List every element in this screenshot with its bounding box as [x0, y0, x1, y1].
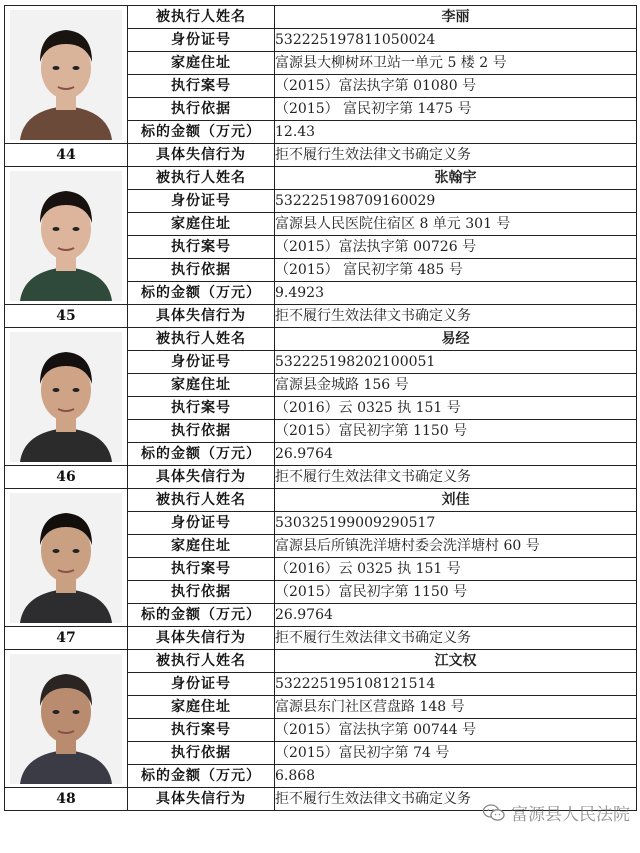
- field-value-behavior: 拒不履行生效法律文书确定义务: [275, 627, 637, 650]
- person-portrait-icon: [10, 332, 122, 462]
- record-row: [5, 489, 637, 512]
- field-value-basis: （2015）富民初字第 1150 号: [275, 420, 637, 443]
- person-portrait-icon: [10, 493, 122, 623]
- field-label-case-no: 执行案号: [128, 236, 275, 259]
- field-value-name: 张翰宇: [275, 167, 637, 190]
- field-label-address: 家庭住址: [128, 374, 275, 397]
- field-value-basis: （2015）富民初字第 1150 号: [275, 581, 637, 604]
- field-label-amount: 标的金额（万元）: [128, 121, 275, 144]
- portrait-photo: [5, 489, 128, 627]
- field-label-name: 被执行人姓名: [128, 6, 275, 29]
- field-value-basis: （2015） 富民初字第 1475 号: [275, 98, 637, 121]
- field-value-name: 江文权: [275, 650, 637, 673]
- portrait-photo: [5, 6, 128, 144]
- field-label-id: 身份证号: [128, 512, 275, 535]
- field-value-basis: （2015） 富民初字第 485 号: [275, 259, 637, 282]
- field-value-behavior: 拒不履行生效法律文书确定义务: [275, 788, 637, 811]
- record-row: [5, 328, 637, 351]
- field-label-basis: 执行依据: [128, 581, 275, 604]
- portrait-photo: [5, 167, 128, 305]
- field-value-address: 富源县后所镇洗洋塘村委会洗洋塘村 60 号: [275, 535, 637, 558]
- field-label-id: 身份证号: [128, 351, 275, 374]
- record-row: [5, 167, 637, 190]
- defaulter-table: [4, 5, 637, 811]
- field-label-amount: 标的金额（万元）: [128, 443, 275, 466]
- portrait-photo: [5, 328, 128, 466]
- record-row: [5, 466, 637, 489]
- field-label-id: 身份证号: [128, 29, 275, 52]
- field-label-name: 被执行人姓名: [128, 167, 275, 190]
- person-portrait-icon: [10, 10, 122, 140]
- field-label-name: 被执行人姓名: [128, 489, 275, 512]
- field-value-amount: 12.43: [275, 121, 637, 144]
- field-value-behavior: 拒不履行生效法律文书确定义务: [275, 466, 637, 489]
- person-portrait-icon: [10, 654, 122, 784]
- field-value-amount: 26.9764: [275, 443, 637, 466]
- field-label-basis: 执行依据: [128, 420, 275, 443]
- field-label-basis: 执行依据: [128, 98, 275, 121]
- field-label-basis: 执行依据: [128, 259, 275, 282]
- record-row: [5, 627, 637, 650]
- field-value-case-no: （2015）富法执字第 00744 号: [275, 719, 637, 742]
- field-label-amount: 标的金额（万元）: [128, 765, 275, 788]
- field-label-amount: 标的金额（万元）: [128, 282, 275, 305]
- field-label-case-no: 执行案号: [128, 558, 275, 581]
- field-value-case-no: （2015）富法执字第 01080 号: [275, 75, 637, 98]
- record-number: 46: [5, 466, 128, 489]
- field-label-behavior: 具体失信行为: [128, 466, 275, 489]
- record-number: 44: [5, 144, 128, 167]
- field-label-address: 家庭住址: [128, 535, 275, 558]
- field-value-case-no: （2016）云 0325 执 151 号: [275, 558, 637, 581]
- field-value-behavior: 拒不履行生效法律文书确定义务: [275, 305, 637, 328]
- field-value-address: 富源县东门社区营盘路 148 号: [275, 696, 637, 719]
- field-value-address: 富源县大柳树环卫站一单元 5 楼 2 号: [275, 52, 637, 75]
- field-label-behavior: 具体失信行为: [128, 144, 275, 167]
- field-value-address: 富源县人民医院住宿区 8 单元 301 号: [275, 213, 637, 236]
- field-value-address: 富源县金城路 156 号: [275, 374, 637, 397]
- field-label-basis: 执行依据: [128, 742, 275, 765]
- record-row: [5, 144, 637, 167]
- record-row: [5, 305, 637, 328]
- field-value-id: 532225198202100051: [275, 351, 637, 374]
- field-value-name: 刘佳: [275, 489, 637, 512]
- field-value-name: 易经: [275, 328, 637, 351]
- record-row: [5, 6, 637, 29]
- field-label-case-no: 执行案号: [128, 75, 275, 98]
- field-label-case-no: 执行案号: [128, 397, 275, 420]
- field-value-name: 李丽: [275, 6, 637, 29]
- field-label-name: 被执行人姓名: [128, 650, 275, 673]
- field-value-case-no: （2015）富法执字第 00726 号: [275, 236, 637, 259]
- field-label-address: 家庭住址: [128, 696, 275, 719]
- field-label-amount: 标的金额（万元）: [128, 604, 275, 627]
- field-value-case-no: （2016）云 0325 执 151 号: [275, 397, 637, 420]
- field-label-address: 家庭住址: [128, 213, 275, 236]
- field-value-behavior: 拒不履行生效法律文书确定义务: [275, 144, 637, 167]
- record-number: 45: [5, 305, 128, 328]
- portrait-photo: [5, 650, 128, 788]
- field-label-address: 家庭住址: [128, 52, 275, 75]
- watermark-text: 富源县人民法院: [511, 805, 630, 825]
- record-number: 48: [5, 788, 128, 811]
- field-value-id: 532225197811050024: [275, 29, 637, 52]
- field-value-id: 530325199009290517: [275, 512, 637, 535]
- field-value-basis: （2015）富民初字第 74 号: [275, 742, 637, 765]
- field-value-amount: 26.9764: [275, 604, 637, 627]
- field-value-id: 532225198709160029: [275, 190, 637, 213]
- field-value-amount: 9.4923: [275, 282, 637, 305]
- field-value-id: 532225195108121514: [275, 673, 637, 696]
- record-number: 47: [5, 627, 128, 650]
- court-watermark: [483, 800, 630, 825]
- field-label-name: 被执行人姓名: [128, 328, 275, 351]
- field-label-behavior: 具体失信行为: [128, 788, 275, 811]
- field-label-id: 身份证号: [128, 673, 275, 696]
- record-row: [5, 650, 637, 673]
- person-portrait-icon: [10, 171, 122, 301]
- wechat-icon: [483, 804, 505, 822]
- field-label-behavior: 具体失信行为: [128, 627, 275, 650]
- field-label-id: 身份证号: [128, 190, 275, 213]
- field-label-case-no: 执行案号: [128, 719, 275, 742]
- field-value-amount: 6.868: [275, 765, 637, 788]
- field-label-behavior: 具体失信行为: [128, 305, 275, 328]
